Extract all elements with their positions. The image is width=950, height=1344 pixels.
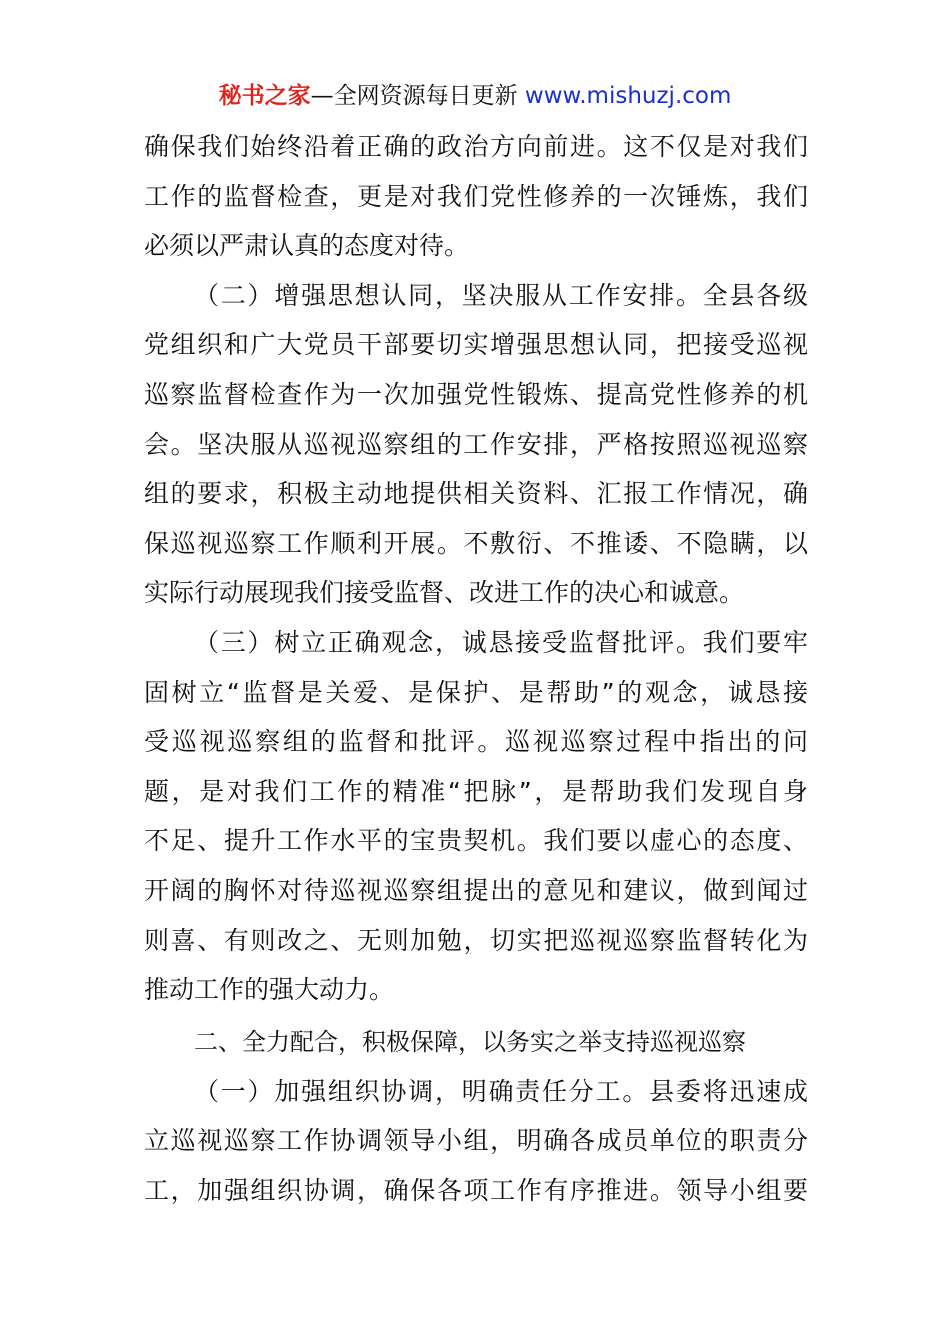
text-line: 题，是对我们工作的精准“把脉”，是帮助我们发现自身 [144,776,808,806]
text-line: 固树立“监督是关爱、是保护、是帮助”的观念，诚恳接 [144,677,808,707]
text-line: 党组织和广大党员干部要切实增强思想认同，把接受巡视 [144,330,808,360]
text-line: 开阔的胸怀对待巡视巡察组提出的意见和建议，做到闻过 [144,875,808,905]
site-url-link[interactable]: www.mishuzj.com [524,83,732,109]
paragraph-subheading-line: （三）树立正确观念，诚恳接受监督批评。我们要牢 [194,627,808,657]
section-heading: 二、全力配合，积极保障，以务实之举支持巡视巡察 [194,1027,746,1056]
paragraph-subheading-line: （二）增强思想认同，坚决服从工作安排。全县各级 [194,280,808,310]
text-line: 必须以严肃认真的态度对待。 [144,231,470,261]
text-line: 巡察监督检查作为一次加强党性锻炼、提高党性修养的机 [144,379,808,409]
document-body [144,122,808,1215]
text-line: 确保我们始终沿着正确的政治方向前进。这不仅是对我们 [144,132,808,161]
text-line: 会。坚决服从巡视巡察组的工作安排，严格按照巡视巡察 [144,429,808,459]
text-line: 推动工作的强大动力。 [144,975,395,1005]
text-line: 则喜、有则改之、无则加勉，切实把巡视巡察监督转化为 [144,925,808,955]
site-slogan: —全网资源每日更新 [310,83,525,109]
paragraph-subheading-line: （一）加强组织协调，明确责任分工。县委将迅速成 [194,1076,808,1106]
text-line: 实际行动展现我们接受监督、改进工作的决心和诚意。 [144,578,745,608]
site-brand: 秘书之家 [218,83,311,109]
text-line: 工作的监督检查，更是对我们党性修养的一次锤炼，我们 [144,181,808,211]
text-line: 工，加强组织协调，确保各项工作有序推进。领导小组要 [144,1175,808,1205]
text-line: 不足、提升工作水平的宝贵契机。我们要以虚心的态度、 [144,826,808,856]
text-line: 组的要求，积极主动地提供相关资料、汇报工作情况，确 [144,479,808,509]
text-line: 保巡视巡察工作顺利开展。不敷衍、不推诿、不隐瞒，以 [144,528,808,558]
text-line: 立巡视巡察工作协调领导小组，明确各成员单位的职责分 [144,1126,808,1156]
site-watermark-header [0,80,950,112]
text-line: 受巡视巡察组的监督和批评。巡视巡察过程中指出的问 [144,727,808,757]
